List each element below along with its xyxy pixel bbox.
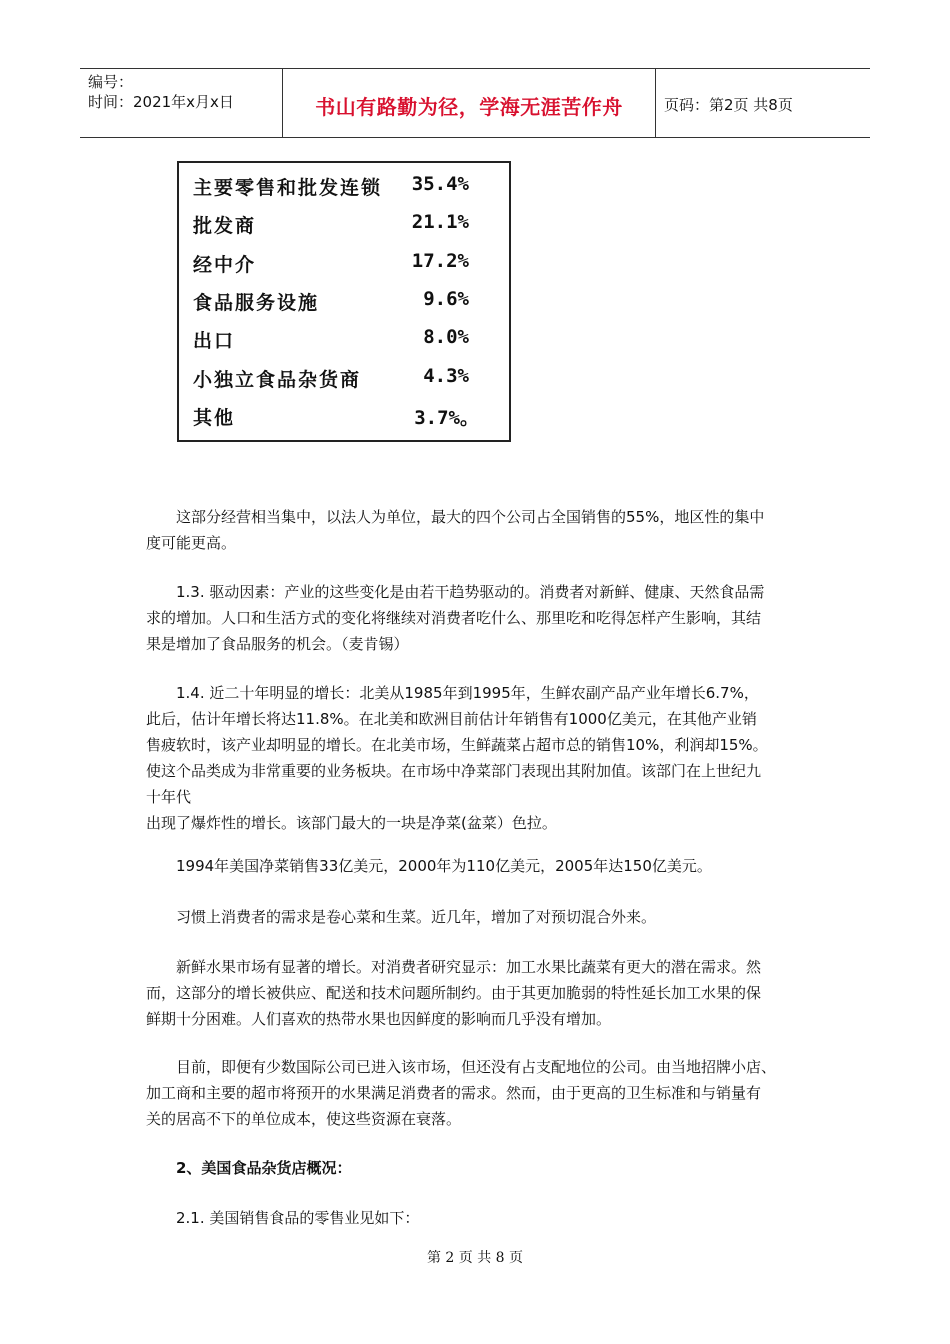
page-header [80,68,870,138]
text-line: 出现了爆炸性的增长。该部门最大的一块是净菜(盆菜）色拉。 [146,814,557,832]
text-line: 1.3. 驱动因素：产业的这些变化是由若干趋势驱动的。消费者对新鲜、健康、天然食品需 [146,583,765,601]
row-label: 食品服务设施 [193,292,320,314]
row-label: 经中介 [193,254,257,276]
row-label: 主要零售和批发连锁 [193,177,383,199]
text-line: 使这个品类成为非常重要的业务板块。在市场中净菜部门表现出其附加值。该部门在上世纪九 [146,762,762,780]
text-line: 求的增加。人口和生活方式的变化将继续对消费者吃什么、那里吃和吃得怎样产生影响，其结 [146,609,762,627]
row-value: 17.2% [411,250,469,272]
paragraph-market-players [146,1054,806,1132]
text-line: 1994年美国净菜销售33亿美元，2000年为110亿美元，2005年达150亿美元。 [146,857,712,875]
text-line: 而，这部分的增长被供应、配送和技术问题所制约。由于其更加脆弱的特性延长加工水果的保 [146,984,762,1002]
text-line: 此后，估计年增长将达11.8%。在北美和欧洲目前估计年销售有1000亿美元，在其他产业销 [146,710,757,728]
row-label: 其他 [193,407,236,429]
text-line: 加工商和主要的超市将预开的水果满足消费者的需求。然而，由于更高的卫生标准和与销量有 [146,1084,762,1102]
header-page-number: 页码：第2页 共8页 [664,96,793,114]
text-line: 2.1. 美国销售食品的零售业见如下： [146,1209,420,1227]
document-number-label: 编号： [88,73,134,91]
text-line: 度可能更高。 [146,534,237,552]
header-motto-cell [283,69,656,137]
row-value: 3.7%。 [414,407,479,429]
paragraph-consumer-demand [146,904,806,930]
text-line: 果是增加了食品服务的机会。（麦肯锡） [146,635,409,653]
header-meta-cell [80,69,283,137]
text-line: 新鲜水果市场有显著的增长。对消费者研究显示：加工水果比蔬菜有更大的潜在需求。然 [146,958,762,976]
paragraph-fruit-market [146,954,806,1032]
heading-text: 2、美国食品杂货店概况： [146,1159,352,1177]
document-time-label: 时间：2021年x月x日 [88,93,234,111]
text-line: 1.4. 近二十年明显的增长：北美从1985年到1995年，生鲜农副产品产业年增长6.7%， [146,684,759,702]
header-page-cell [656,69,870,137]
text-line: 关的居高不下的单位成本，使这些资源在衰落。 [146,1110,462,1128]
page-footer: 第 2 页 共 8 页 [426,1250,524,1266]
text-line: 习惯上消费者的需求是卷心菜和生菜。近几年，增加了对预切混合外来。 [146,908,657,926]
table-row [193,288,493,312]
row-value: 9.6% [423,288,469,310]
text-line: 售疲软时，该产业却明显的增长。在北美市场，生鲜蔬菜占超市总的销售10%，利润却15%。 [146,736,768,754]
table-row [193,173,493,197]
paragraph-salad-sales [146,853,806,879]
text-line: 目前，即便有少数国际公司已进入该市场，但还没有占支配地位的公司。由当地招牌小店、 [146,1058,777,1076]
table-row [193,211,493,235]
paragraph-concentration [146,504,806,556]
paragraph-retail-intro [146,1205,806,1231]
section-heading [146,1155,806,1181]
row-value: 4.3% [423,365,469,387]
distribution-table [177,161,511,442]
row-label: 小独立食品杂货商 [193,369,362,391]
header-motto: 书山有路勤为径，学海无涯苦作舟 [315,95,623,119]
table-row [193,326,493,350]
row-value: 35.4% [411,173,469,195]
row-label: 批发商 [193,215,257,237]
text-line: 鲜期十分困难。人们喜欢的热带水果也因鲜度的影响而几乎没有增加。 [146,1010,612,1028]
row-value: 21.1% [411,211,469,233]
text-line: 十年代 [146,788,192,806]
text-line: 这部分经营相当集中，以法人为单位，最大的四个公司占全国销售的55%，地区性的集中 [146,508,765,526]
table-row [193,365,493,389]
paragraph-growth [146,680,806,836]
table-row [193,403,493,427]
paragraph-drivers [146,579,806,657]
row-value: 8.0% [423,326,469,348]
table-row [193,250,493,274]
row-label: 出口 [193,330,236,352]
